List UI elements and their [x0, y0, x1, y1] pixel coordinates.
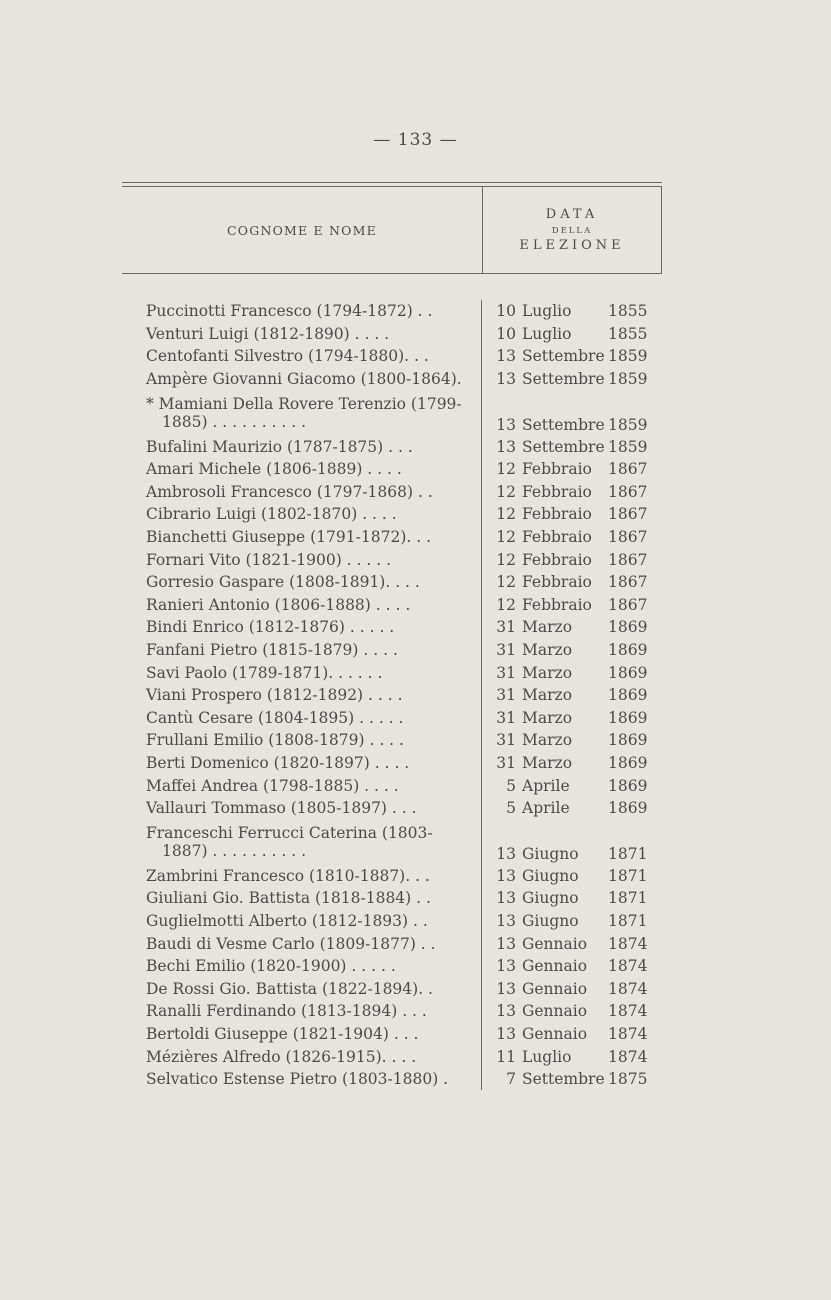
member-name [122, 910, 482, 933]
election-month: Giugno [522, 845, 579, 864]
table-row [122, 323, 662, 346]
table-row [122, 390, 662, 435]
table-row [122, 458, 662, 481]
election-year: 1874 [608, 979, 648, 998]
election-month: Giugno [522, 911, 579, 930]
election-day: 12 [496, 460, 516, 479]
election-month: Luglio [522, 324, 572, 343]
header-date-column [483, 187, 662, 273]
header-date-title: DATA [545, 207, 599, 222]
election-year: 1869 [608, 799, 648, 818]
election-day: 31 [496, 663, 516, 682]
member-name [122, 797, 482, 820]
table-row [122, 1068, 662, 1091]
election-day: 12 [496, 505, 516, 524]
member-name-line: Cibrario Luigi (1802-1870) . . . . [146, 505, 397, 524]
election-year: 1859 [608, 416, 648, 435]
election-year: 1855 [608, 324, 648, 343]
election-day: 31 [496, 618, 516, 637]
member-name [122, 819, 482, 864]
member-name [122, 526, 482, 549]
member-name-line: Viani Prospero (1812-1892) . . . . [146, 686, 403, 705]
member-name-line: Ranalli Ferdinando (1813-1894) . . . [146, 1002, 427, 1021]
table-row [122, 616, 662, 639]
member-name [122, 661, 482, 684]
election-month: Settembre [522, 370, 605, 389]
election-month: Febbraio [522, 550, 592, 569]
header-date-sub: DELLA [551, 226, 593, 236]
election-month: Gennaio [522, 1002, 588, 1021]
election-day: 31 [496, 753, 516, 772]
election-day: 13 [496, 979, 516, 998]
election-year: 1869 [608, 753, 648, 772]
member-name-line: Fornari Vito (1821-1900) . . . . . [146, 550, 392, 569]
table-row [122, 571, 662, 594]
election-year: 1869 [608, 731, 648, 750]
member-name [122, 864, 482, 887]
member-name [122, 639, 482, 662]
election-year: 1867 [608, 460, 648, 479]
election-year: 1869 [608, 776, 648, 795]
table-row [122, 977, 662, 1000]
election-year: 1867 [608, 528, 648, 547]
table-row [122, 932, 662, 955]
election-month: Febbraio [522, 482, 592, 501]
table-row [122, 594, 662, 617]
member-name-line: Vallauri Tommaso (1805-1897) . . . [146, 799, 417, 818]
election-month: Giugno [522, 866, 579, 885]
member-name-line: Berti Domenico (1820-1897) . . . . [146, 753, 410, 772]
member-name [122, 594, 482, 617]
table-row [122, 1000, 662, 1023]
member-name [122, 571, 482, 594]
election-year: 1874 [608, 1047, 648, 1066]
member-name-line: Amari Michele (1806-1889) . . . . [146, 460, 402, 479]
member-name-line: De Rossi Gio. Battista (1822-1894). . [146, 979, 433, 998]
member-name [122, 435, 482, 458]
election-month: Gennaio [522, 979, 588, 998]
election-table [122, 182, 662, 1090]
table-row [122, 684, 662, 707]
election-month: Marzo [522, 641, 573, 660]
election-year: 1869 [608, 618, 648, 637]
member-name [122, 1000, 482, 1023]
table-row [122, 797, 662, 820]
member-name [122, 977, 482, 1000]
member-name [122, 481, 482, 504]
election-day: 31 [496, 641, 516, 660]
election-year: 1867 [608, 505, 648, 524]
table-row [122, 752, 662, 775]
election-month: Marzo [522, 618, 573, 637]
table-row [122, 526, 662, 549]
member-name-line: Puccinotti Francesco (1794-1872) . . [146, 302, 433, 321]
member-name-line-2: 1887) . . . . . . . . . . [162, 841, 307, 860]
member-name-line: Bianchetti Giuseppe (1791-1872). . . [146, 528, 432, 547]
table-row [122, 1045, 662, 1068]
election-day: 5 [506, 799, 516, 818]
election-day: 13 [496, 845, 516, 864]
member-name [122, 955, 482, 978]
election-month: Gennaio [522, 1024, 588, 1043]
member-name-line: Ambrosoli Francesco (1797-1868) . . [146, 482, 433, 501]
election-day: 13 [496, 957, 516, 976]
member-name [122, 684, 482, 707]
election-day: 12 [496, 482, 516, 501]
member-name-line: Guglielmotti Alberto (1812-1893) . . [146, 911, 428, 930]
election-month: Settembre [522, 1070, 605, 1089]
table-row [122, 1023, 662, 1046]
table-row [122, 729, 662, 752]
election-month: Marzo [522, 731, 573, 750]
election-month: Gennaio [522, 957, 588, 976]
election-month: Gennaio [522, 934, 588, 953]
member-name-line: Centofanti Silvestro (1794-1880). . . [146, 347, 429, 366]
table-row [122, 503, 662, 526]
election-month: Febbraio [522, 505, 592, 524]
election-month: Settembre [522, 347, 605, 366]
member-name [122, 300, 482, 323]
election-month: Aprile [522, 776, 570, 795]
member-name-line: Ampère Giovanni Giacomo (1800-1864). [146, 370, 462, 389]
election-year: 1869 [608, 708, 648, 727]
election-day: 12 [496, 595, 516, 614]
election-day: 12 [496, 573, 516, 592]
member-name-line: Giuliani Gio. Battista (1818-1884) . . [146, 889, 431, 908]
election-day: 13 [496, 911, 516, 930]
table-row [122, 774, 662, 797]
member-name-line: Selvatico Estense Pietro (1803-1880) . [146, 1070, 449, 1089]
election-year: 1874 [608, 957, 648, 976]
table-row [122, 548, 662, 571]
member-name-line: Venturi Luigi (1812-1890) . . . . [146, 324, 390, 343]
member-name [122, 1068, 482, 1091]
member-name-line: Maffei Andrea (1798-1885) . . . . [146, 776, 399, 795]
election-month: Settembre [522, 437, 605, 456]
election-year: 1869 [608, 686, 648, 705]
top-rule [122, 182, 662, 183]
table-row [122, 435, 662, 458]
election-day: 31 [496, 708, 516, 727]
election-year: 1874 [608, 934, 648, 953]
member-name-line: Gorresio Gaspare (1808-1891). . . . [146, 573, 420, 592]
header-name-column: COGNOME E NOME [122, 187, 483, 273]
election-year: 1869 [608, 641, 648, 660]
election-day: 31 [496, 686, 516, 705]
member-name-line: Bindi Enrico (1812-1876) . . . . . [146, 618, 395, 637]
election-month: Settembre [522, 416, 605, 435]
member-name [122, 390, 482, 435]
member-name-line: Ranieri Antonio (1806-1888) . . . . [146, 595, 411, 614]
election-month: Marzo [522, 686, 573, 705]
election-month: Luglio [522, 1047, 572, 1066]
member-name [122, 887, 482, 910]
table-body [122, 300, 662, 1090]
table-row [122, 345, 662, 368]
member-name [122, 503, 482, 526]
election-year: 1871 [608, 911, 648, 930]
member-name [122, 729, 482, 752]
member-name-line: Bertoldi Giuseppe (1821-1904) . . . [146, 1024, 419, 1043]
member-name-line: Savi Paolo (1789-1871). . . . . . [146, 663, 383, 682]
election-year: 1869 [608, 663, 648, 682]
election-day: 13 [496, 437, 516, 456]
member-name-line: Baudi di Vesme Carlo (1809-1877) . . [146, 934, 436, 953]
election-day: 10 [496, 302, 516, 321]
election-year: 1867 [608, 595, 648, 614]
member-name [122, 1023, 482, 1046]
election-month: Febbraio [522, 528, 592, 547]
election-day: 5 [506, 776, 516, 795]
election-day: 10 [496, 324, 516, 343]
member-name-line: Franceschi Ferrucci Caterina (1803- [146, 823, 433, 842]
election-day: 13 [496, 889, 516, 908]
member-name-line: * Mamiani Della Rovere Terenzio (1799- [146, 394, 462, 413]
table-row [122, 300, 662, 323]
election-month: Aprile [522, 799, 570, 818]
member-name-line: Frullani Emilio (1808-1879) . . . . [146, 731, 404, 750]
election-year: 1867 [608, 482, 648, 501]
election-month: Luglio [522, 302, 572, 321]
header-date-bottom: ELEZIONE [519, 238, 625, 253]
election-day: 13 [496, 347, 516, 366]
member-name [122, 707, 482, 730]
member-name-line-2: 1885) . . . . . . . . . . [162, 412, 307, 431]
election-year: 1867 [608, 573, 648, 592]
election-day: 13 [496, 866, 516, 885]
table-row [122, 707, 662, 730]
member-name [122, 932, 482, 955]
member-name [122, 616, 482, 639]
election-year: 1874 [608, 1024, 648, 1043]
member-name [122, 345, 482, 368]
election-day: 13 [496, 416, 516, 435]
table-row [122, 661, 662, 684]
member-name-line: Bechi Emilio (1820-1900) . . . . . [146, 957, 396, 976]
election-day: 11 [496, 1047, 516, 1066]
election-month: Marzo [522, 708, 573, 727]
election-year: 1867 [608, 550, 648, 569]
table-row [122, 955, 662, 978]
election-day: 12 [496, 550, 516, 569]
table-header [122, 187, 662, 274]
election-day: 13 [496, 370, 516, 389]
election-month: Febbraio [522, 595, 592, 614]
election-month: Febbraio [522, 460, 592, 479]
member-name [122, 548, 482, 571]
election-year: 1871 [608, 845, 648, 864]
table-row [122, 819, 662, 864]
election-day: 13 [496, 1002, 516, 1021]
election-year: 1855 [608, 302, 648, 321]
page-number: — 133 — [373, 130, 458, 150]
election-year: 1871 [608, 889, 648, 908]
member-name [122, 752, 482, 775]
member-name [122, 368, 482, 391]
election-year: 1859 [608, 370, 648, 389]
member-name-line: Cantù Cesare (1804-1895) . . . . . [146, 708, 404, 727]
member-name-line: Mézières Alfredo (1826-1915). . . . [146, 1047, 417, 1066]
election-day: 7 [506, 1070, 516, 1089]
table-row [122, 481, 662, 504]
election-day: 31 [496, 731, 516, 750]
election-day: 12 [496, 528, 516, 547]
election-year: 1875 [608, 1070, 648, 1089]
member-name [122, 323, 482, 346]
member-name [122, 774, 482, 797]
table-row [122, 639, 662, 662]
table-row [122, 864, 662, 887]
member-name [122, 1045, 482, 1068]
table-row [122, 368, 662, 391]
election-day: 13 [496, 934, 516, 953]
table-row [122, 910, 662, 933]
election-month: Giugno [522, 889, 579, 908]
election-month: Marzo [522, 753, 573, 772]
member-name-line: Zambrini Francesco (1810-1887). . . [146, 866, 430, 885]
member-name-line: Bufalini Maurizio (1787-1875) . . . [146, 437, 413, 456]
election-year: 1871 [608, 866, 648, 885]
table-row [122, 887, 662, 910]
member-name [122, 458, 482, 481]
election-year: 1874 [608, 1002, 648, 1021]
election-day: 13 [496, 1024, 516, 1043]
election-year: 1859 [608, 347, 648, 366]
election-month: Febbraio [522, 573, 592, 592]
member-name-line: Fanfani Pietro (1815-1879) . . . . [146, 641, 398, 660]
election-year: 1859 [608, 437, 648, 456]
election-month: Marzo [522, 663, 573, 682]
